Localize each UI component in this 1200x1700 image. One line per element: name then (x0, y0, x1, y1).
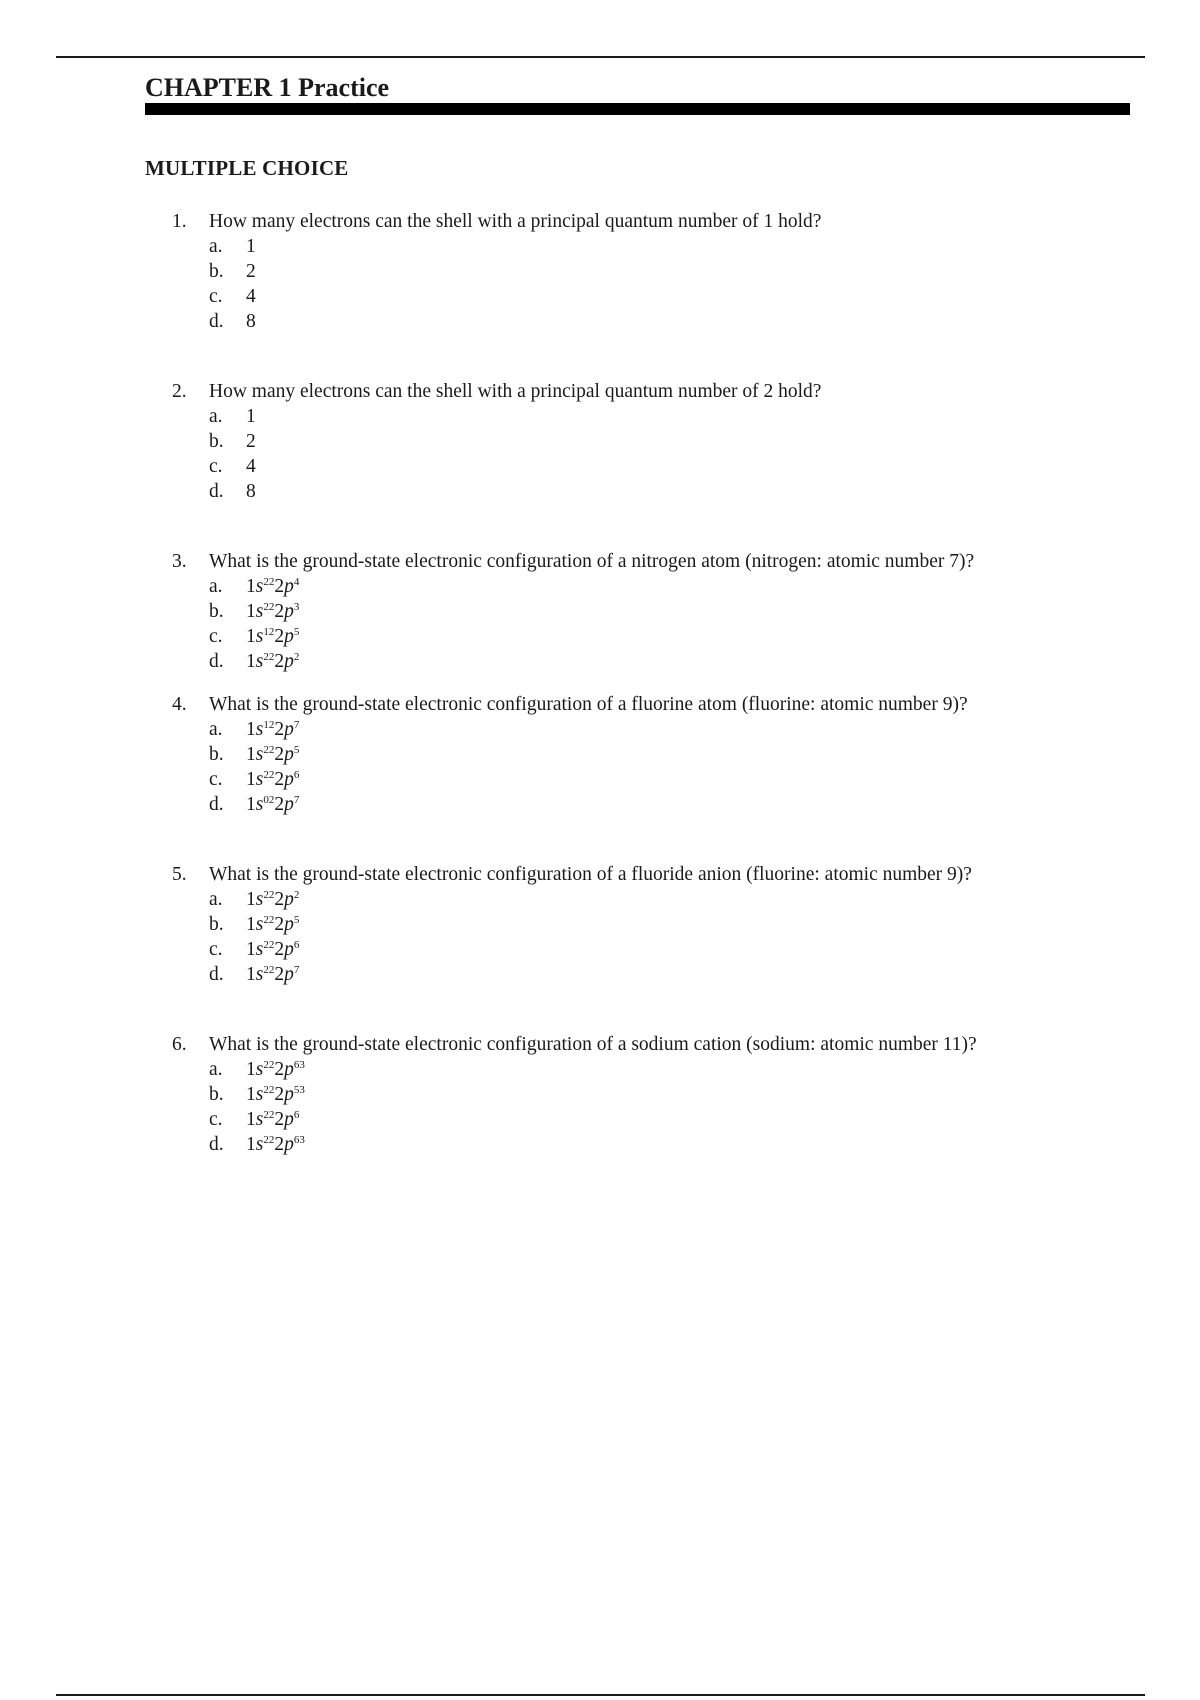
choice-letter: b. (209, 914, 224, 935)
choice-letter: b. (209, 1084, 224, 1105)
header-rule (56, 56, 1145, 58)
choice-text: 2 (246, 261, 256, 282)
question-text: What is the ground-state electronic configuration of a fluoride anion (fluorine: atomic number 9)? (209, 864, 972, 885)
choice-letter: b. (209, 744, 224, 765)
choice-letter: c. (209, 626, 223, 647)
footer-rule (56, 1694, 1145, 1696)
question-text: How many electrons can the shell with a principal quantum number of 2 hold? (209, 381, 822, 402)
electron-configuration: $1s^{22}2p^6$ (246, 1109, 300, 1130)
electron-configuration: $1s^{22}2p^{53}$ (246, 1084, 305, 1105)
choice-text: 1 (246, 236, 256, 257)
electron-configuration: $1s^{22}2p^4$ (246, 576, 300, 597)
choice-letter: a. (209, 889, 223, 910)
question-text: What is the ground-state electronic configuration of a sodium cation (sodium: atomic number 11)? (209, 1034, 977, 1055)
choice-letter: d. (209, 1134, 224, 1155)
electron-configuration: $1s^{22}2p^6$ (246, 769, 300, 790)
electron-configuration: $1s^{22}2p^2$ (246, 651, 300, 672)
chapter-title: CHAPTER 1 Practice (145, 73, 390, 102)
question-text: How many electrons can the shell with a principal quantum number of 1 hold? (209, 211, 822, 232)
electron-configuration: $1s^{22}2p^5$ (246, 744, 300, 765)
electron-configuration: $1s^{22}2p^7$ (246, 964, 300, 985)
choice-letter: c. (209, 1109, 223, 1130)
choice-letter: a. (209, 406, 223, 427)
choice-text: 4 (246, 286, 256, 307)
question-text: What is the ground-state electronic configuration of a nitrogen atom (nitrogen: atomic number 7)? (209, 551, 975, 572)
choice-letter: b. (209, 261, 224, 282)
question-number: 5. (172, 864, 187, 885)
choice-text: 4 (246, 456, 256, 477)
question-number: 1. (172, 211, 187, 232)
choice-text: 1 (246, 406, 256, 427)
choice-text: 8 (246, 481, 256, 502)
electron-configuration: $1s^{22}2p^2$ (246, 889, 300, 910)
question-number: 2. (172, 381, 187, 402)
question-number: 4. (172, 694, 187, 715)
choice-letter: d. (209, 651, 224, 672)
choice-letter: b. (209, 431, 224, 452)
choice-letter: a. (209, 576, 223, 597)
choice-letter: d. (209, 964, 224, 985)
choice-letter: c. (209, 769, 223, 790)
electron-configuration: $1s^{22}2p^{63}$ (246, 1059, 305, 1080)
section-heading: MULTIPLE CHOICE (145, 156, 349, 180)
electron-configuration: $1s^{22}2p^{63}$ (246, 1134, 305, 1155)
choice-letter: c. (209, 286, 223, 307)
electron-configuration: $1s^{22}2p^5$ (246, 914, 300, 935)
electron-configuration: $1s^{22}2p^6$ (246, 939, 300, 960)
choice-text: 2 (246, 431, 256, 452)
choice-text: 8 (246, 311, 256, 332)
choice-letter: d. (209, 311, 224, 332)
choice-letter: d. (209, 481, 224, 502)
question-text: What is the ground-state electronic configuration of a fluorine atom (fluorine: atomic number 9)? (209, 694, 968, 715)
electron-configuration: $1s^{12}2p^5$ (246, 626, 300, 647)
electron-configuration: $1s^{22}2p^3$ (246, 601, 300, 622)
choice-letter: d. (209, 794, 224, 815)
choice-letter: a. (209, 719, 223, 740)
electron-configuration: $1s^{02}2p^7$ (246, 794, 300, 815)
question-number: 6. (172, 1034, 187, 1055)
electron-configuration: $1s^{12}2p^7$ (246, 719, 300, 740)
question-number: 3. (172, 551, 187, 572)
title-underline-bar (145, 103, 1130, 115)
choice-letter: c. (209, 939, 223, 960)
choice-letter: b. (209, 601, 224, 622)
choice-letter: a. (209, 236, 223, 257)
choice-letter: a. (209, 1059, 223, 1080)
choice-letter: c. (209, 456, 223, 477)
